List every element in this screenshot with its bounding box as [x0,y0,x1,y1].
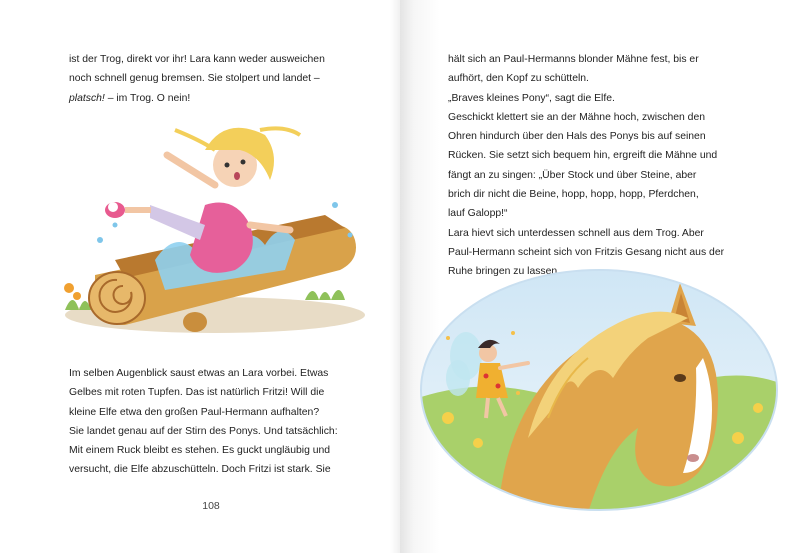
text-line: ist der Trog, direkt vor ihr! Lara kann weder ausweichen [69,54,325,65]
text-line: Paul-Hermann scheint sich von Fritzis Gesang nicht aus der [448,246,725,258]
text-line: aufhört, den Kopf zu schütteln. [448,73,589,85]
text-line: Im selben Augenblick saust etwas an Lara vorbei. Etwas [69,368,329,379]
text-fragment: – im Trog. O nein! [104,92,191,104]
right-page [400,0,800,553]
text-line: hält sich an Paul-Hermanns blonder Mähne fest, bis er [448,54,699,65]
text-line: Sie landet genau auf der Stirn des Ponys. Und tatsächlich: [69,425,338,437]
text-line: Geschickt klettert sie an der Mähne hoch, zwischen den [448,111,706,123]
right-paragraph [448,50,724,282]
text-line: Ohren hindurch über den Hals des Ponys bis auf seinen [448,131,706,143]
text-line: Rücken. Sie setzt sich bequem hin, ergreift die Mähne und [448,150,718,162]
text-line: kleine Elfe etwa den großen Paul-Hermann aufhalten? [69,406,320,418]
text-line: Mit einem Ruck bleibt es stehen. Es guckt ungläubig und [69,445,331,457]
text-line: brich dir nicht die Beine, hopp, hopp, hopp, Pferdchen, [448,189,699,201]
text-line: fängt an zu singen: „Über Stock und über Steine, aber [448,169,697,181]
text-line: Gelbes mit roten Tupfen. Das ist natürlich Fritzi! Will die [69,387,325,399]
text-line: Ruhe bringen zu lassen. [448,266,561,278]
text-line: lauf Galopp!“ [448,208,508,220]
gutter-shadow [390,0,400,553]
left-paragraph-top [69,50,325,108]
text-line [69,89,325,108]
left-paragraph-bottom [69,364,338,480]
pony-illustration [418,268,780,513]
page-number: 108 [202,500,220,512]
italic-word: platsch! [69,92,105,104]
trough-illustration [55,110,365,340]
text-line: noch schnell genug bremsen. Sie stolpert und landet – [69,73,320,85]
text-line: versucht, die Elfe abzuschütteln. Doch Fritzi ist stark. Sie [69,464,331,476]
text-line: Lara hievt sich unterdessen schnell aus dem Trog. Aber [448,227,704,239]
text-line: „Braves kleines Pony“, sagt die Elfe. [448,92,615,104]
